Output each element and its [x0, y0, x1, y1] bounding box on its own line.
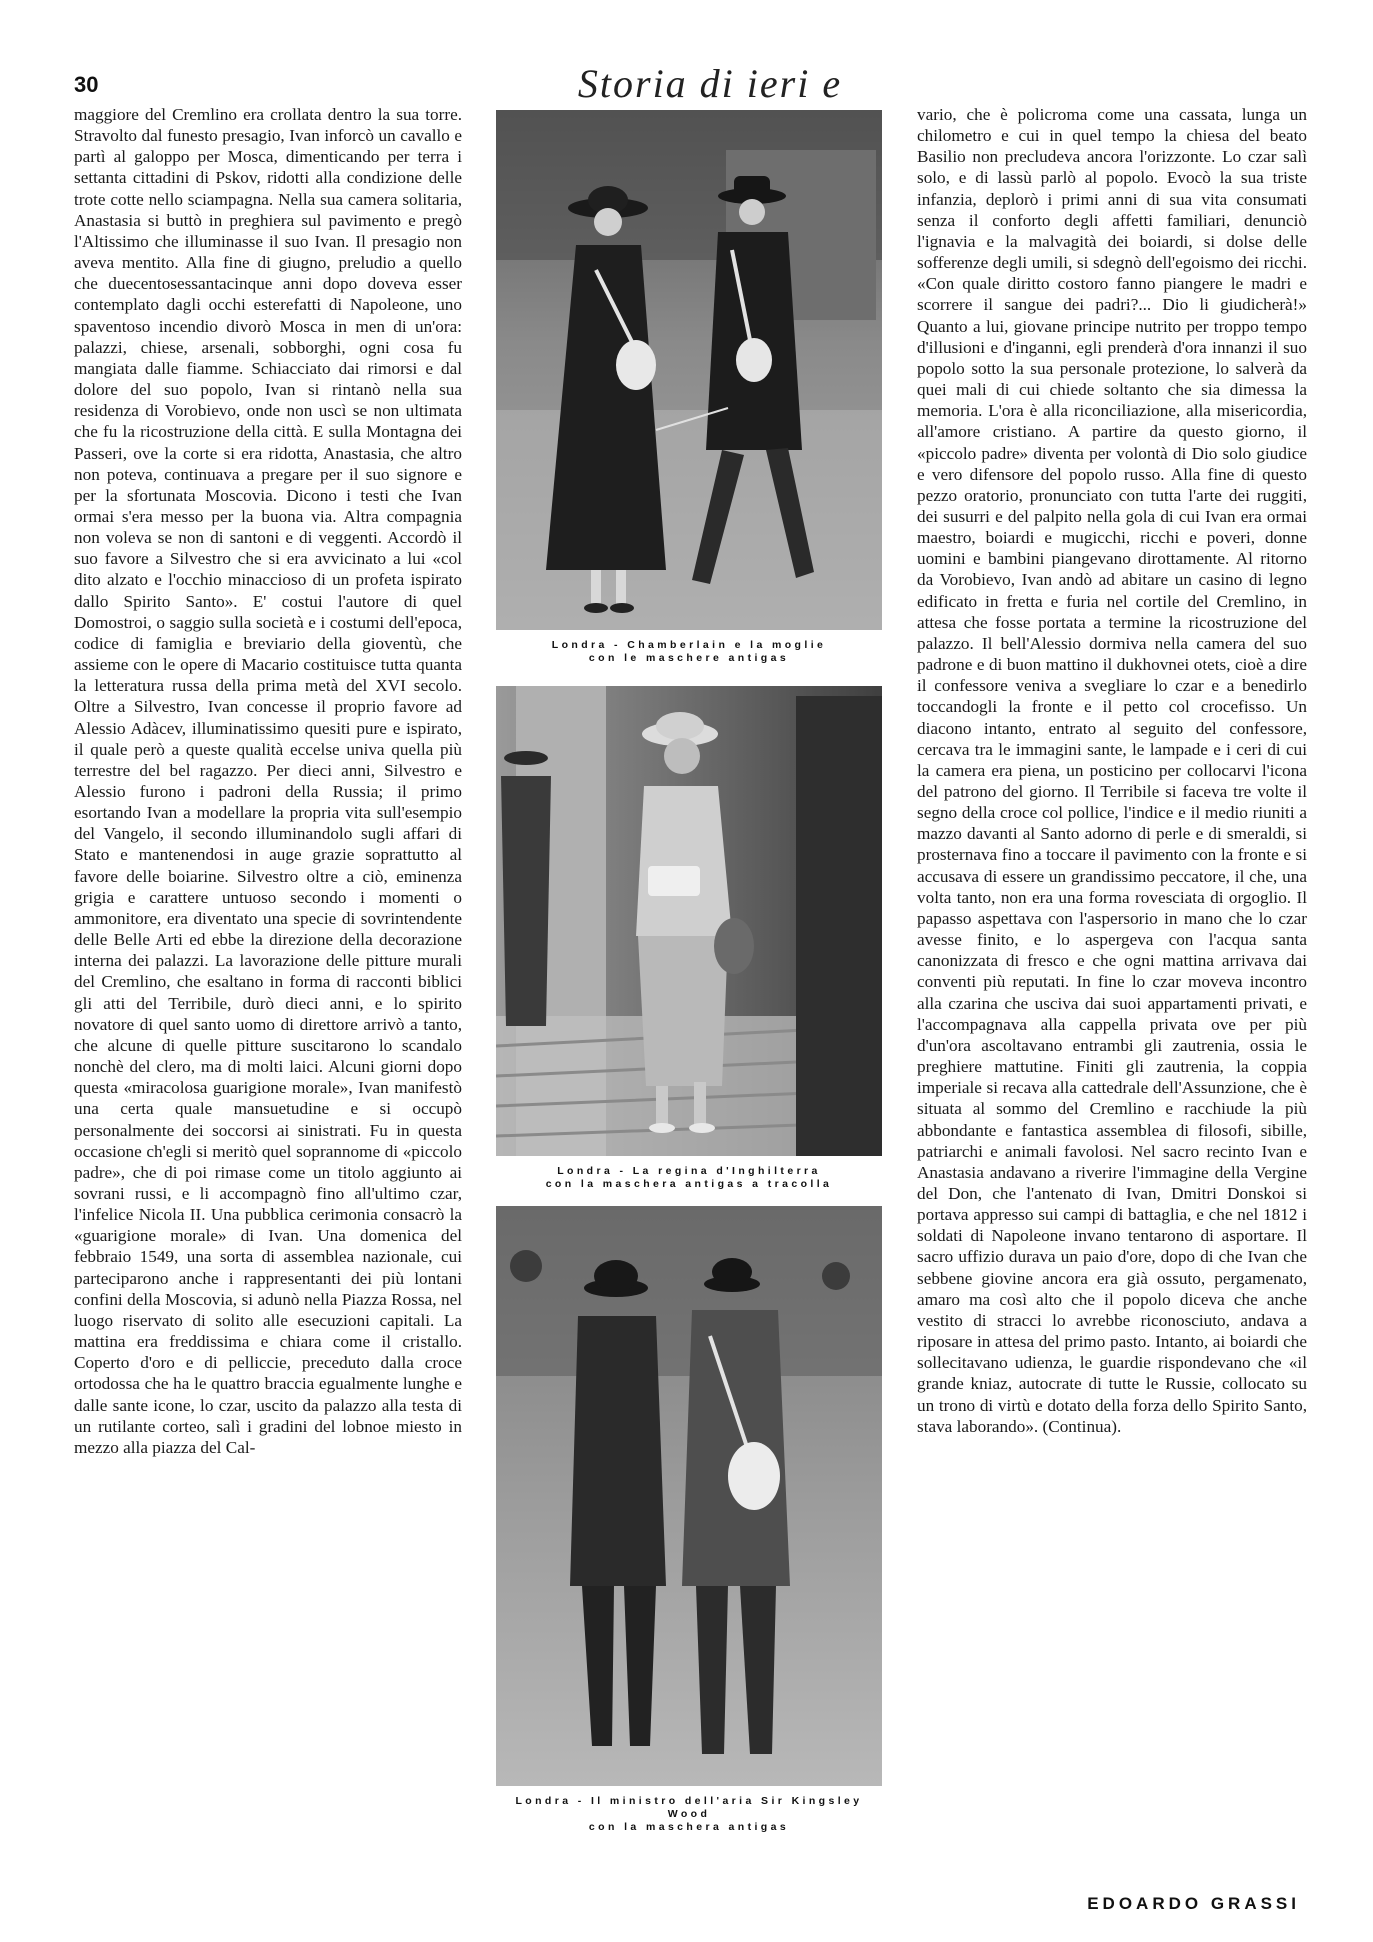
article-text-left: maggiore del Cremlino era crollata dentro la sua torre. Stravolto dal funesto presagio, Ivan inforcò un cavallo e partì al galoppo per Mosca, dimenticando per terra i settanta cittadini di Pskov, ridotti alla condizione delle trote cotte nello sciampagna. Nella sua camera solitaria, Anastasia si buttò in preghiera sul pavimento e pregò l'Altissimo che illuminasse il suo Ivan. Il presagio non aveva mentito. Alla fine di giugno, preludio a quello che duecentosessantacinque anni dopo doveva esser contemplato dagli occhi esterefatti di Napoleone, uno spaventoso incendio divorò Mosca in men di un'ora: palazzi, chiese, arsenali, sobborghi, ogni cosa fu mangiata dalle fiamme. Schiacciato dai rimorsi e dal dolore del suo popolo, Ivan si rintanò nella sua residenza di Vorobievo, onde non uscì se non ultimata che fu la ricostruzione della città. E sulla Montagna dei Passeri, ove la corte si era ridotta, Anastasia, che altro non poteva, continuava a pregare per il suo signore e per la sfortunata Moscovia. Dicono i testi che Ivan ormai s'era messo per la buona via. Altra compagnia non voleva se non di santoni e di veggenti. Accordò il suo favore a Silvestro che si era avvicinato a lui «col dito alzato e l'occhio minaccioso di un profeta ispirato dallo Spirito Santo». E' costui l'autore di quel Domostroi, o saggio sulla società e i costumi dell'epoca, codice di famiglia e breviario della gioventù, che assieme con le opere di Macario costituisce tutta quanta la letteratura russa della prima metà del XVI secolo. Oltre a Silvestro, Ivan concesse il proprio favore ad Alessio Adàcev, illuminatissimo quesiti pure e ispirato, il quale però a queste qualità eccelse univa quella più terrestre del bel ragazzo. Per dieci anni, Silvestro e Alessio furono i padroni della Russia; il primo esortando Ivan a modellare la propria vita sull'esempio del Vangelo, il secondo illuminandolo sugli affari di Stato e mantenendosi in auge grazie soprattutto al favore delle boiarine. Silvestro oltre a ciò, eminenza grigia e carattere untuoso secondo i momenti o ammonitore, era diventato una specie di sovrintendente delle Belle Arti ed ebbe la direzione della decorazione interna dei palazzi. La lavorazione delle pitture murali del Cremlino, che esaltano in forma di racconti biblici gli atti del Terribile, durò dieci anni, e lo spirito novatore di quel santo uomo di direttore arrivò a tanto, che alcune di quelle pitture suscitarono lo scandalo nonchè del clero, ma di molti laici. Alcuni giorni dopo questa «miracolosa guarigione morale», Ivan manifestò una certa quale mansuetudine e si occupò personalmente dei soccorsi ai sinistrati. Fu in questa occasione ch'egli si meritò quel soprannome di «piccolo padre», che di poi rimase come un titolo aggiunto ai sovrani russi, e li accompagnò fino all'ultimo czar, l'infelice Nicola II. Una pubblica cerimonia consacrò la «guarigione morale» di Ivan. Una domenica del febbraio 1549, una sorta di assemblea nazionale, cui parteciparono anche i rappresentanti dei più lontani confini della Moscovia, si adunò nella Piazza Rossa, nel luogo riservato di solito alle esecuzioni capitali. La mattina era freddissima e chiara come il cristallo. Coperto d'oro e di pelliccie, preceduto dalla croce ortodossa che ha le quattro braccia egualmente lunghe e dalle sante icone, lo czar, uscito da palazzo alla testa di un rutilante corteo, salì i gradini del lobnoe miesto in mezzo alla piazza del Cal- [74, 105, 462, 1457]
photo-queen [496, 686, 882, 1156]
caption-queen-line2: con la maschera antigas a tracolla [545, 1178, 833, 1190]
photo-kingsley-wood [496, 1206, 882, 1786]
photo-figure-kingsley-wood [496, 1206, 882, 1834]
caption-chamberlain [496, 639, 882, 665]
caption-kingsley-wood-line2: con la maschera antigas [588, 1821, 790, 1833]
author-signature: EDOARDO GRASSI [1087, 1894, 1300, 1913]
photo-figure-queen [496, 686, 882, 1191]
page-number: 30 [74, 72, 99, 97]
photo-figure-chamberlain [496, 110, 882, 665]
caption-chamberlain-line1: Londra - Chamberlain e la moglie [551, 639, 827, 651]
caption-kingsley-wood-line1: Londra - Il ministro dell'aria Sir Kingsley Wood [515, 1795, 863, 1820]
article-column-right [917, 104, 1307, 1437]
article-text-right: vario, che è policroma come una cassata, lunga un chilometro e cui in quel tempo la chiesa del beato Basilio non precludeva ancora l'orizzonte. Lo czar salì solo, e di lassù parlò al popolo. Evocò la sua triste infanzia, deplorò i primi anni di sua vita consumati senza il conforto degli affetti familiari, denunciò l'ignavia e la malvagità dei boiardi, si dolse delle sofferenze degli umili, si sdegnò dell'egoismo dei ricchi. «Con quale diritto costoro fanno piangere le madri e scorrere il sangue dei padri?... Dio li giudicherà!» Quanto a lui, giovane principe nutrito per troppo tempo d'illusioni e d'inganni, egli prenderà d'ora innanzi il suo popolo sotto la sua personale protezione, lo salverà da quei mali di cui chiede soltanto che sia dimessa la memoria. L'ora è alla riconciliazione, alla misericordia, all'amore cristiano. A partire da questo giorno, il «piccolo padre» diventa per volontà di Dio solo giudice e vero difensore del popolo russo. Alla fine di questo pezzo oratorio, pronunciato con tutta l'arte dei ruggiti, dei susurri e del palpito nella gola di cui Ivan era ormai maestro, boiardi e mugicchi, ricchi e poveri, donne uomini e bambini piangevano dirottamente. Al ritorno da Vorobievo, Ivan andò ad abitare un casino di legno edificato in fretta e furia nel cortile del Cremlino, in attesa che fosse portata a termine la ricostruzione del palazzo. Il bell'Alessio dormiva nella camera del suo padrone e di buon mattino il dukhovnei otets, cioè a dire il confessore veniva a svegliare lo czar e a benedirlo toccandogli la fronte e il petto col crocefisso. Un diacono intanto, entrato al seguito del confessore, cercava tra le immagini sante, le lampade e i ceri di cui la camera era piena, un posticino per collocarvi l'icona del patrono del giorno. Il Terribile si faceva tre volte il segno della croce col pollice, l'indice e il medio riuniti a mazzo davanti al Santo adorno di perle e di smeraldi, si prosternava fino a toccare il pavimento con la fronte e si accusava di essere un grandissimo peccatore, il che, una volta tanto, non era una forma rovesciata di orgoglio. Il papasso aspettava con l'aspersorio in mano che lo czar avesse finito, e lo aspergeva con l'acqua santa canonizzata di fresco e che ogni mattina arrivava dai conventi più reputati. In fine lo czar moveva incontro alla czarina che usciva dai suoi appartamenti privati, e l'accompagnava alla cappella privata ove per più d'un'ora ascoltavano entrambi gli zautrenia, ossia le preghiere mattutine. Finiti gli zautrenia, la coppia imperiale si recava alla cattedrale dell'Assunzione, che è situata al sommo del Cremlino e racchiude la più abbondante e fantastica assemblea di filosofi, sibille, patriarchi e animali favolosi. Nel sacro recinto Ivan e Anastasia andavano a riverire l'immagine della Vergine del Don, che l'antenato di Ivan, Dmitri Donskoi si portava appresso sui campi di battaglia, e che nel 1812 i soldati di Napoleone invano tentarono di asportare. Il sacro uffizio durava un paio d'ore, dopo di che Ivan che sebbene giovine ancora era già ossuto, pergamenato, amaro ma così alto che il popolo diceva che anche vestito di stracci lo avrebbe riconosciuto, andava a riposare in attesa del primo pasto. Intanto, ai boiardi che sollecitavano udienza, le guardie rispondevano che «il grande kniaz, autocrate di tutte le Russie, collocato su un trono di virtù e dotato della forza dello Spirito Santo, stava laborando». (Continua). [917, 105, 1307, 1436]
article-column-left [74, 104, 462, 1458]
caption-kingsley-wood [496, 1795, 882, 1834]
running-title: Storia di ieri e [577, 61, 843, 106]
caption-queen [496, 1165, 882, 1191]
photo-chamberlain [496, 110, 882, 630]
caption-queen-line1: Londra - La regina d'Inghilterra [557, 1165, 821, 1177]
caption-chamberlain-line2: con le maschere antigas [588, 652, 790, 664]
